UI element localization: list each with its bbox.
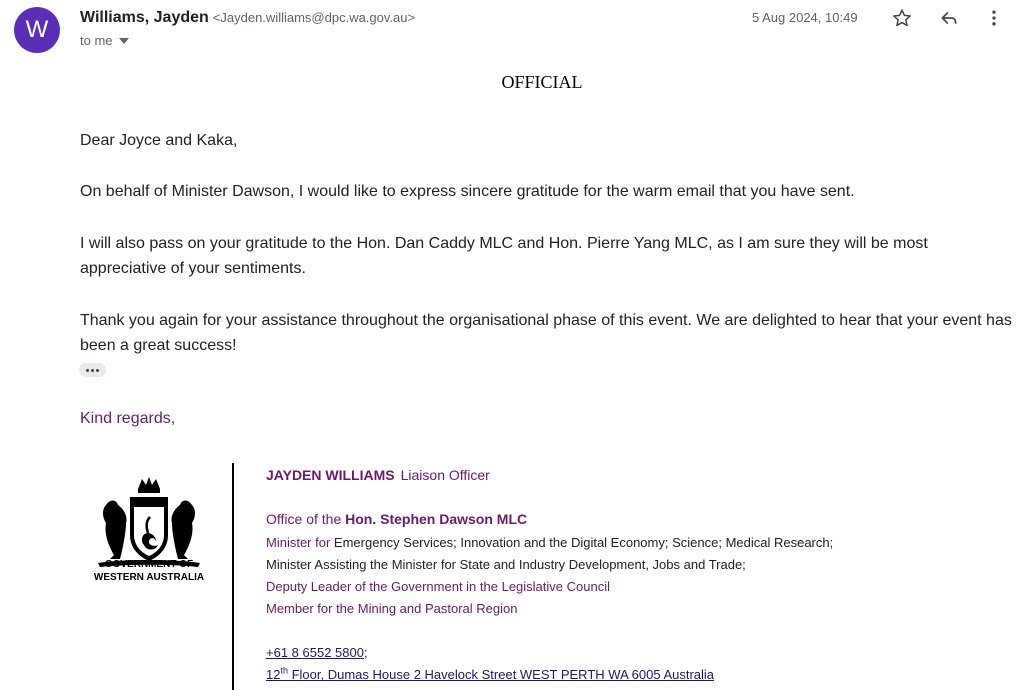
- recipient-label: to me: [80, 33, 113, 48]
- assisting-line: Minister Assisting the Minister for State and Industry Development, Jobs and Trade;: [266, 557, 746, 572]
- sender-avatar[interactable]: W: [14, 7, 60, 53]
- minister-for-value: Emergency Services; Innovation and the Digital Economy; Science; Medical Research;: [333, 535, 834, 550]
- member-line: Member for the Mining and Pastoral Region: [266, 601, 518, 616]
- dot: [96, 369, 99, 372]
- sender-name[interactable]: Williams, Jayden: [80, 9, 209, 26]
- reply-icon: [939, 8, 959, 28]
- dot: [86, 369, 89, 372]
- reply-button[interactable]: [937, 6, 961, 30]
- star-icon: [892, 8, 912, 28]
- phone-suffix: ;: [363, 645, 368, 660]
- paragraph-2: I will also pass on your gratitude to the Hon. Dan Caddy MLC and Hon. Pierre Yang MLC, as I am sure they will be most appreciative of your sentiments.: [80, 235, 928, 277]
- more-vert-icon: [984, 8, 1004, 28]
- sender-email: <Jayden.williams@dpc.wa.gov.au>: [212, 10, 416, 25]
- show-trimmed-content-button[interactable]: [79, 363, 106, 377]
- closing: Kind regards,: [80, 410, 176, 427]
- phone-line: [266, 645, 368, 660]
- paragraph-3: Thank you again for your assistance throughout the organisational phase of this event. We are delighted to hear that your event has been a great success!: [80, 312, 1012, 354]
- address-line: [266, 666, 714, 682]
- more-options-button[interactable]: [982, 6, 1006, 30]
- minister-for-line: [266, 535, 833, 550]
- greeting: Dear Joyce and Kaka,: [80, 132, 238, 149]
- sender-line: [80, 9, 415, 27]
- signature-role: Liaison Officer: [400, 467, 490, 483]
- signature-divider: [232, 463, 234, 690]
- recipient-toggle[interactable]: [80, 33, 129, 48]
- signature-name-line: [266, 467, 490, 483]
- star-button[interactable]: [890, 6, 914, 30]
- chevron-down-icon: [119, 38, 129, 44]
- office-prefix: Office of the: [266, 511, 342, 527]
- address-rest: Floor, Dumas House 2 Havelock Street WEST PERTH WA 6005 Australia: [287, 667, 715, 683]
- government-label: [80, 558, 218, 584]
- signature-office: [266, 511, 527, 527]
- address-link[interactable]: [266, 667, 714, 682]
- message-date: 5 Aug 2024, 10:49: [752, 10, 858, 25]
- classification-label: OFFICIAL: [501, 72, 583, 92]
- government-label-line1: GOVERNMENT OF: [104, 559, 194, 570]
- paragraph-1: On behalf of Minister Dawson, I would like to express sincere gratitude for the warm email that you have sent.: [80, 183, 855, 200]
- phone-link[interactable]: +61 8 6552 5800: [266, 645, 364, 660]
- deputy-line: Deputy Leader of the Government in the Legislative Council: [266, 579, 610, 594]
- minister-for-label: Minister for: [266, 535, 331, 550]
- address-sup: th: [280, 666, 288, 676]
- office-name: Hon. Stephen Dawson MLC: [345, 511, 528, 527]
- dot: [91, 369, 94, 372]
- government-label-line2: WESTERN AUSTRALIA: [93, 572, 205, 583]
- address-floor: 12: [266, 667, 281, 683]
- signature-name: JAYDEN WILLIAMS: [266, 467, 395, 483]
